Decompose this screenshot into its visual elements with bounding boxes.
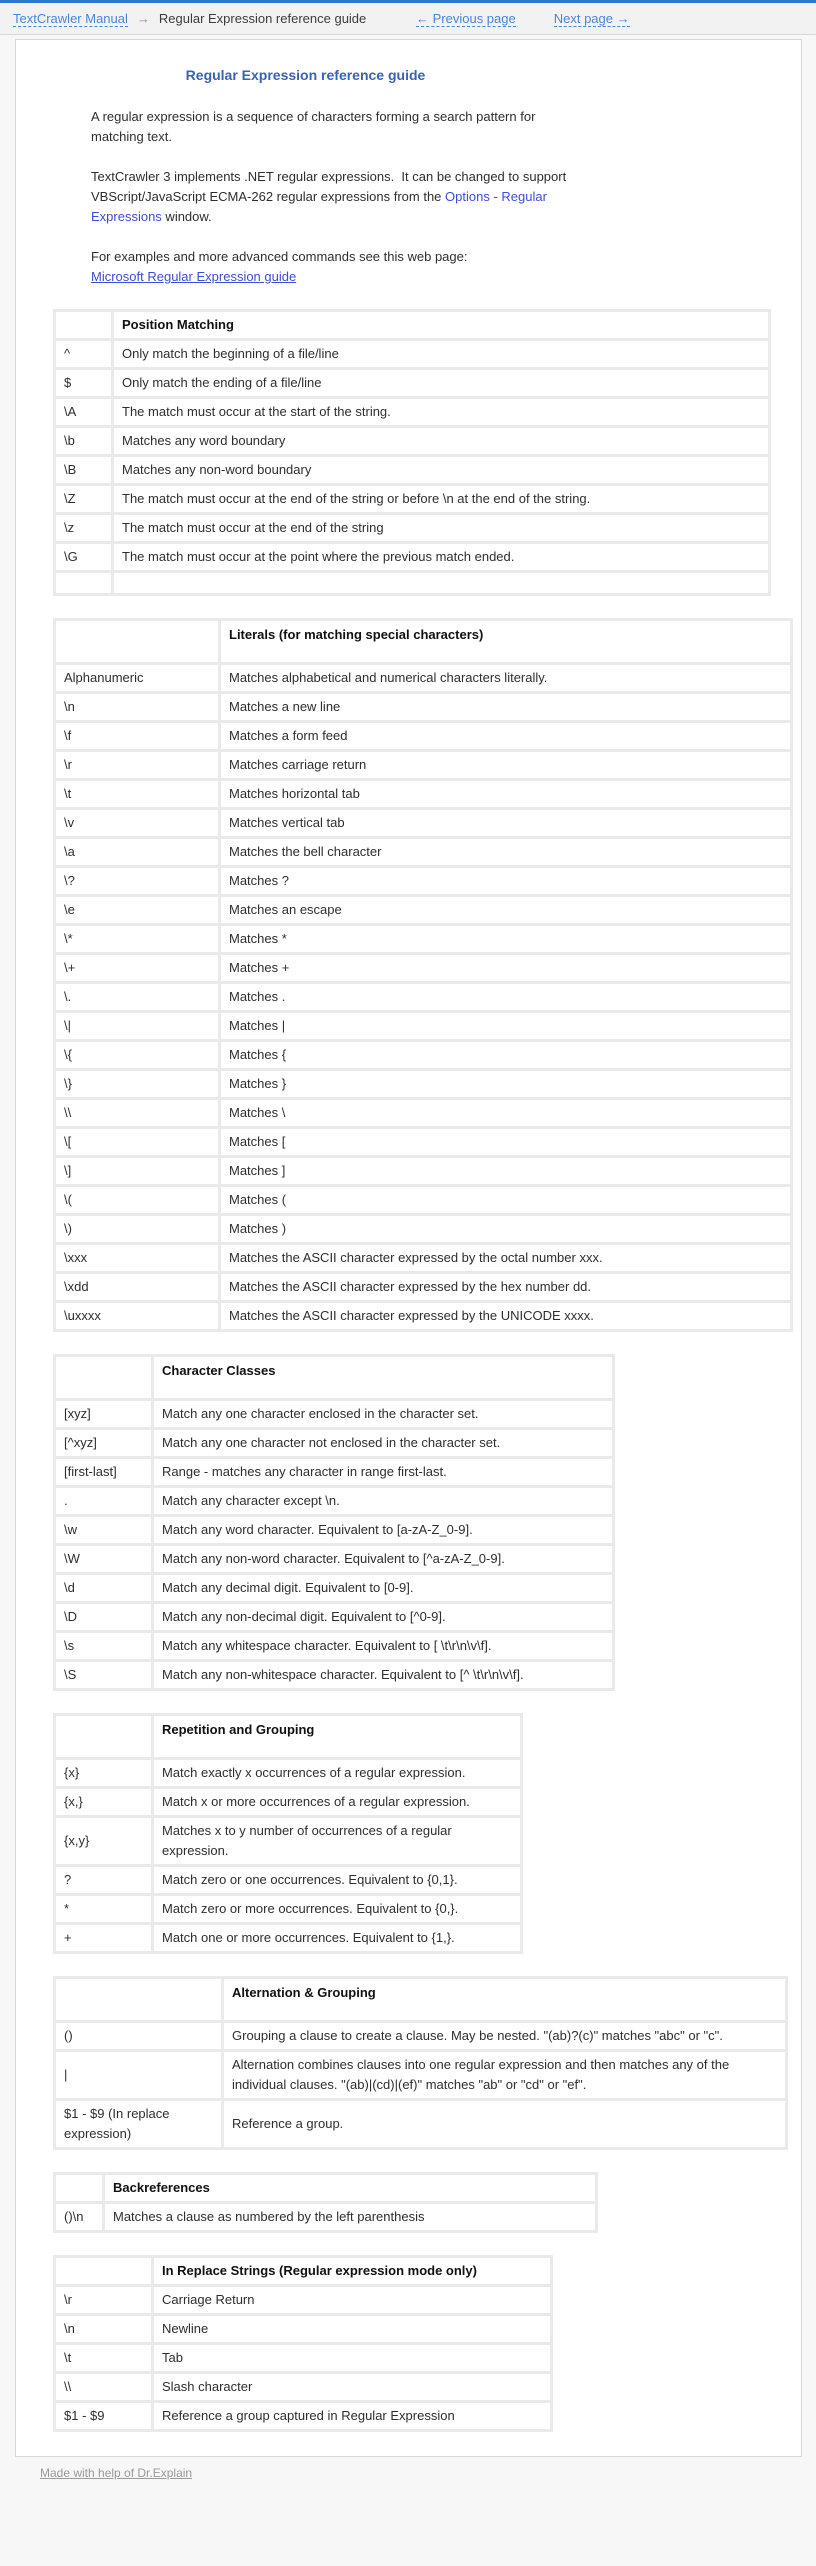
table-header-row: [56, 1979, 785, 2020]
description-cell: Match x or more occurrences of a regular expression.: [154, 1789, 520, 1815]
regex-token-cell: $1 - $9: [56, 2403, 151, 2429]
table-row: [56, 1604, 612, 1630]
regex-token-cell: [^xyz]: [56, 1430, 151, 1456]
table-row: [56, 1760, 520, 1786]
regex-token-cell: ?: [56, 1867, 151, 1893]
table-row: [56, 665, 790, 691]
regex-token-cell: \}: [56, 1071, 218, 1097]
regex-token-cell: \W: [56, 1546, 151, 1572]
previous-page-link[interactable]: ← Previous page: [416, 10, 516, 26]
description-cell: Slash character: [154, 2374, 550, 2400]
table-row: [56, 428, 768, 454]
regex-token-cell: \n: [56, 2316, 151, 2342]
description-cell: Matches a form feed: [221, 723, 790, 749]
table-header-spacer-cell: [56, 1716, 151, 1757]
description-cell: Matches {: [221, 1042, 790, 1068]
position-matching-table: [53, 309, 771, 596]
table-row: [56, 515, 768, 541]
table-row: [56, 955, 790, 981]
regex-token-cell: [56, 573, 111, 593]
table-row: [56, 2316, 550, 2342]
page-nav: [416, 3, 630, 34]
table-row: [56, 1925, 520, 1951]
description-cell: Matches a new line: [221, 694, 790, 720]
table-row: [56, 810, 790, 836]
table-header-row: [56, 312, 768, 338]
description-cell: Matches an escape: [221, 897, 790, 923]
table-title-cell: Position Matching: [114, 312, 768, 338]
examples-paragraph: [91, 247, 573, 287]
regex-token-cell: +: [56, 1925, 151, 1951]
table-row: [56, 2204, 595, 2230]
regex-token-cell: \n: [56, 694, 218, 720]
table-header-spacer-cell: [56, 621, 218, 662]
breadcrumb-arrow-icon: →: [136, 11, 150, 26]
table-title-cell: Alternation & Grouping: [224, 1979, 785, 2020]
table-row: [56, 1789, 520, 1815]
table-row: [56, 752, 790, 778]
regex-token-cell: \\: [56, 2374, 151, 2400]
regex-token-cell: \|: [56, 1013, 218, 1039]
table-row: [56, 1216, 790, 1242]
options-regular-expressions-link[interactable]: Options - Regular Expressions: [91, 189, 551, 224]
regex-token-cell: {x,}: [56, 1789, 151, 1815]
literals-table: [53, 618, 793, 1332]
description-cell: Match zero or one occurrences. Equivalent to {0,1}.: [154, 1867, 520, 1893]
description-cell: The match must occur at the start of the string.: [114, 399, 768, 425]
description-cell: Match any character except \n.: [154, 1488, 612, 1514]
breadcrumb: [13, 11, 366, 27]
regex-token-cell: |: [56, 2052, 221, 2098]
description-cell: Match any one character enclosed in the character set.: [154, 1401, 612, 1427]
regex-token-cell: \.: [56, 984, 218, 1010]
regex-token-cell: \z: [56, 515, 111, 541]
table-row: [56, 1459, 612, 1485]
regex-token-cell: ()\n: [56, 2204, 102, 2230]
intro-paragraph: A regular expression is a sequence of characters forming a search pattern for matching text.: [91, 109, 540, 144]
table-header-row: [56, 1357, 612, 1398]
description-cell: Match any word character. Equivalent to [a-zA-Z_0-9].: [154, 1517, 612, 1543]
description-cell: Matches ?: [221, 868, 790, 894]
examples-paragraph-text: For examples and more advanced commands see this web page:: [91, 249, 468, 264]
page-title: Regular Expression reference guide: [185, 67, 426, 83]
regex-token-cell: \s: [56, 1633, 151, 1659]
description-cell: Matches vertical tab: [221, 810, 790, 836]
description-cell: The match must occur at the point where the previous match ended.: [114, 544, 768, 570]
table-header-spacer-cell: [56, 1357, 151, 1398]
table-row: [56, 1013, 790, 1039]
regex-token-cell: \r: [56, 2287, 151, 2313]
description-cell: Newline: [154, 2316, 550, 2342]
table-header-spacer-cell: [56, 312, 111, 338]
breadcrumb-current-page: Regular Expression reference guide: [158, 11, 367, 26]
description-cell: Match exactly x occurrences of a regular expression.: [154, 1760, 520, 1786]
description-cell: Matches horizontal tab: [221, 781, 790, 807]
regex-token-cell: \+: [56, 955, 218, 981]
description-cell: Matches any word boundary: [114, 428, 768, 454]
description-cell: Only match the ending of a file/line: [114, 370, 768, 396]
table-row: [56, 984, 790, 1010]
table-row: [56, 1100, 790, 1126]
replace-strings-table: [53, 2255, 553, 2432]
regex-token-cell: *: [56, 1896, 151, 1922]
description-cell: Match any decimal digit. Equivalent to [0-9].: [154, 1575, 612, 1601]
table-row: [56, 2287, 550, 2313]
regex-token-cell: \e: [56, 897, 218, 923]
regex-token-cell: [first-last]: [56, 1459, 151, 1485]
table-row: [56, 926, 790, 952]
table-row: [56, 868, 790, 894]
regex-token-cell: \Z: [56, 486, 111, 512]
table-row: [56, 694, 790, 720]
table-row: [56, 897, 790, 923]
description-cell: Matches [: [221, 1129, 790, 1155]
table-row: [56, 1042, 790, 1068]
drexplain-credit-link[interactable]: Made with help of Dr.Explain: [40, 2466, 193, 2480]
table-row: [56, 1401, 612, 1427]
content-card: [15, 39, 802, 2457]
description-cell: Matches }: [221, 1071, 790, 1097]
regex-token-cell: \r: [56, 752, 218, 778]
description-cell: Range - matches any character in range first-last.: [154, 1459, 612, 1485]
table-row: [56, 2052, 785, 2098]
table-row: [56, 1575, 612, 1601]
description-cell: Match any whitespace character. Equivalent to [ \t\r\n\v\f].: [154, 1633, 612, 1659]
regex-token-cell: \d: [56, 1575, 151, 1601]
description-cell: Matches carriage return: [221, 752, 790, 778]
description-cell: Matches the ASCII character expressed by the hex number dd.: [221, 1274, 790, 1300]
regex-token-cell: .: [56, 1488, 151, 1514]
regex-token-cell: \w: [56, 1517, 151, 1543]
regex-token-cell: \(: [56, 1187, 218, 1213]
engine-paragraph: [91, 167, 573, 227]
description-cell: Tab: [154, 2345, 550, 2371]
table-row: [56, 1867, 520, 1893]
description-cell: Matches \: [221, 1100, 790, 1126]
table-row: [56, 1071, 790, 1097]
table-header-spacer-cell: [56, 2258, 151, 2284]
description-cell: Matches alphabetical and numerical characters literally.: [221, 665, 790, 691]
regex-token-cell: \?: [56, 868, 218, 894]
next-page-link[interactable]: Next page →: [553, 10, 630, 26]
description-cell: Matches (: [221, 1187, 790, 1213]
regex-token-cell: ^: [56, 341, 111, 367]
table-row: [56, 1158, 790, 1184]
description-cell: The match must occur at the end of the string: [114, 515, 768, 541]
regex-token-cell: \t: [56, 781, 218, 807]
top-navigation-bar: [0, 0, 816, 35]
description-cell: Matches |: [221, 1013, 790, 1039]
description-cell: Match zero or more occurrences. Equivalent to {0,}.: [154, 1896, 520, 1922]
description-cell: Carriage Return: [154, 2287, 550, 2313]
description-cell: Matches ]: [221, 1158, 790, 1184]
footer: [40, 2466, 816, 2480]
table-row: [56, 1546, 612, 1572]
regex-token-cell: [xyz]: [56, 1401, 151, 1427]
regex-token-cell: \\: [56, 1100, 218, 1126]
microsoft-regex-guide-link[interactable]: Microsoft Regular Expression guide: [91, 269, 297, 284]
description-cell: Matches *: [221, 926, 790, 952]
regex-token-cell: \S: [56, 1662, 151, 1688]
regex-token-cell: \D: [56, 1604, 151, 1630]
table-header-spacer-cell: [56, 1979, 221, 2020]
regex-token-cell: \): [56, 1216, 218, 1242]
description-cell: Matches the ASCII character expressed by the octal number xxx.: [221, 1245, 790, 1271]
regex-token-cell: \f: [56, 723, 218, 749]
regex-token-cell: \v: [56, 810, 218, 836]
table-title-cell: Repetition and Grouping: [154, 1716, 520, 1757]
table-header-row: [56, 621, 790, 662]
description-cell: Match any one character not enclosed in the character set.: [154, 1430, 612, 1456]
regex-token-cell: \a: [56, 839, 218, 865]
description-cell: Matches +: [221, 955, 790, 981]
regex-token-cell: \b: [56, 428, 111, 454]
table-row: [56, 1303, 790, 1329]
description-cell: Matches x to y number of occurrences of a regular expression.: [154, 1818, 520, 1864]
description-cell: Match any non-whitespace character. Equivalent to [^ \t\r\n\v\f].: [154, 1662, 612, 1688]
description-cell: The match must occur at the end of the string or before \n at the end of the string.: [114, 486, 768, 512]
table-row: [56, 2101, 785, 2147]
table-row: [56, 486, 768, 512]
description-cell: Matches a clause as numbered by the left parenthesis: [105, 2204, 595, 2230]
table-row: [56, 2345, 550, 2371]
table-title-cell: Literals (for matching special characters): [221, 621, 790, 662]
table-header-row: [56, 2175, 595, 2201]
description-cell: Matches ): [221, 1216, 790, 1242]
table-row: [56, 781, 790, 807]
engine-paragraph-text: TextCrawler 3 implements .NET regular expressions. It can be changed to support VBScript/JavaScript ECMA-262 regular expressions from the: [91, 169, 570, 204]
description-cell: Reference a group captured in Regular Expression: [154, 2403, 550, 2429]
backreferences-table: [53, 2172, 598, 2233]
table-row: [56, 573, 768, 593]
regex-token-cell: \B: [56, 457, 111, 483]
table-row: [56, 1488, 612, 1514]
description-cell: Alternation combines clauses into one regular expression and then matches any of the individual clauses. "(ab)|(cd)|(ef)" matches "ab" or "cd" or "ef".: [224, 2052, 785, 2098]
description-cell: Matches the bell character: [221, 839, 790, 865]
regex-token-cell: \A: [56, 399, 111, 425]
table-row: [56, 1187, 790, 1213]
regex-token-cell: \[: [56, 1129, 218, 1155]
table-row: [56, 2403, 550, 2429]
description-cell: [114, 573, 768, 593]
table-row: [56, 839, 790, 865]
table-row: [56, 1129, 790, 1155]
table-row: [56, 341, 768, 367]
regex-token-cell: \xxx: [56, 1245, 218, 1271]
table-title-cell: Backreferences: [105, 2175, 595, 2201]
table-row: [56, 2023, 785, 2049]
table-row: [56, 544, 768, 570]
table-row: [56, 457, 768, 483]
description-cell: Match one or more occurrences. Equivalent to {1,}.: [154, 1925, 520, 1951]
regex-token-cell: \t: [56, 2345, 151, 2371]
table-title-cell: In Replace Strings (Regular expression mode only): [154, 2258, 550, 2284]
regex-token-cell: {x}: [56, 1760, 151, 1786]
character-classes-table: [53, 1354, 615, 1691]
table-title-cell: Character Classes: [154, 1357, 612, 1398]
table-row: [56, 370, 768, 396]
table-row: [56, 723, 790, 749]
regex-token-cell: \xdd: [56, 1274, 218, 1300]
table-row: [56, 1633, 612, 1659]
table-row: [56, 1818, 520, 1864]
table-row: [56, 1517, 612, 1543]
table-row: [56, 399, 768, 425]
regex-token-cell: \*: [56, 926, 218, 952]
regex-token-cell: $1 - $9 (In replace expression): [56, 2101, 221, 2147]
table-row: [56, 1245, 790, 1271]
regex-token-cell: $: [56, 370, 111, 396]
table-row: [56, 1662, 612, 1688]
description-cell: Only match the beginning of a file/line: [114, 341, 768, 367]
repetition-grouping-table: [53, 1713, 523, 1954]
regex-token-cell: \uxxxx: [56, 1303, 218, 1329]
description-cell: Match any non-decimal digit. Equivalent to [^0-9].: [154, 1604, 612, 1630]
regex-token-cell: \G: [56, 544, 111, 570]
engine-paragraph-tail: window.: [161, 209, 212, 224]
table-header-row: [56, 2258, 550, 2284]
breadcrumb-manual-link[interactable]: TextCrawler Manual: [13, 10, 128, 26]
description-cell: Grouping a clause to create a clause. May be nested. "(ab)?(c)" matches "abc" or "c".: [224, 2023, 785, 2049]
alternation-grouping-table: [53, 1976, 788, 2150]
regex-token-cell: Alphanumeric: [56, 665, 218, 691]
table-row: [56, 1274, 790, 1300]
description-cell: Matches .: [221, 984, 790, 1010]
regex-token-cell: {x,y}: [56, 1818, 151, 1864]
regex-token-cell: \{: [56, 1042, 218, 1068]
table-row: [56, 1896, 520, 1922]
description-cell: Reference a group.: [224, 2101, 785, 2147]
table-header-row: [56, 1716, 520, 1757]
table-row: [56, 2374, 550, 2400]
description-cell: Matches any non-word boundary: [114, 457, 768, 483]
description-cell: Match any non-word character. Equivalent to [^a-zA-Z_0-9].: [154, 1546, 612, 1572]
table-row: [56, 1430, 612, 1456]
table-header-spacer-cell: [56, 2175, 102, 2201]
regex-token-cell: \]: [56, 1158, 218, 1184]
description-cell: Matches the ASCII character expressed by the UNICODE xxxx.: [221, 1303, 790, 1329]
regex-token-cell: (): [56, 2023, 221, 2049]
